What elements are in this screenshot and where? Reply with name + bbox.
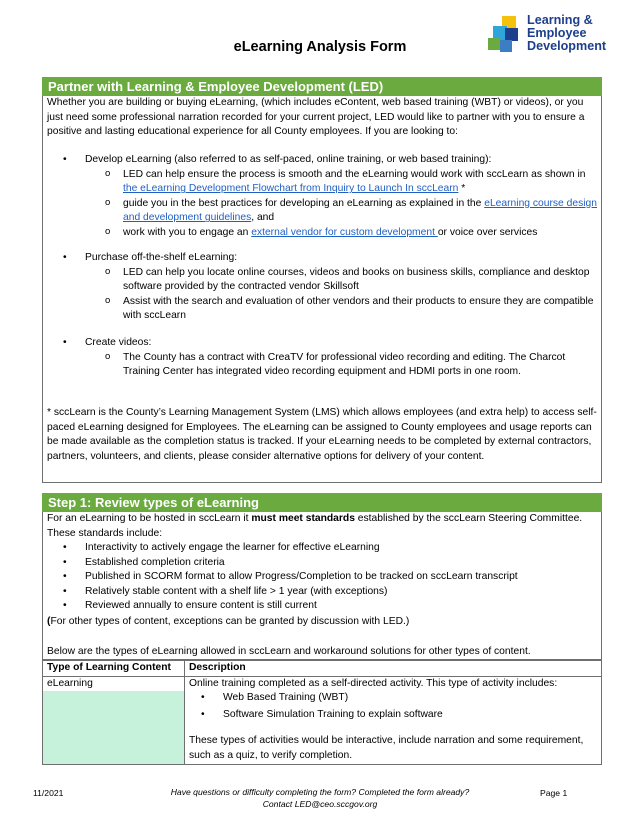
standard-item: • Published in SCORM format to allow Progress/Completion to be tracked on sccLearn transcript: [47, 570, 599, 585]
develop-sub-3: [47, 226, 599, 241]
develop-sub-1-text: LED can help ensure the process is smooth and the eLearning would work with sccLearn as shown in: [123, 168, 586, 180]
develop-sub-2-suffix: , and: [251, 212, 275, 224]
footer-line-1: Have questions or difficulty completing the form? Completed the form already?: [170, 787, 470, 797]
videos-list: [47, 336, 599, 380]
step1-intro-bold: must meet standards: [251, 513, 355, 524]
partner-intro: Whether you are building or buying eLearning, (which includes eContent, web based training (WBT) or videos), or you just need some professional narration recorded for your current project, LED would like to partner with you to ensure a positive and lasting educational experience for all County employees. If you are looking to:: [47, 97, 585, 138]
step1-intro-text: For an eLearning to be hosted in sccLearn it: [47, 513, 252, 524]
step1-section-heading: Step 1: Review types of eLearning: [42, 493, 602, 512]
develop-sub-1-suffix: *: [458, 183, 466, 195]
partner-section-heading: Partner with Learning & Employee Development (LED): [42, 77, 602, 96]
develop-sub-1: [47, 168, 599, 197]
step1-intro: [47, 512, 599, 541]
logo-line-2: Employee: [527, 26, 587, 41]
sccLearn-footnote: * sccLearn is the County’s Learning Management System (LMS) which allows employees (and extra help) to access self-paced eLearning designed for Employees. The eLearning can be assigned to County employees and usage reports can be made available as the completion status is tracked. If your eLearning needs to be completed by external contractors, partners, volunteers, and clients, please consider alternative options for delivery of your content.: [47, 407, 597, 462]
flowchart-link[interactable]: the eLearning Development Flowchart from Inquiry to Launch In sccLearn: [123, 183, 459, 195]
exceptions-note: [47, 615, 599, 630]
develop-sub-3-suffix: or voice over services: [437, 226, 538, 238]
page-title: eLearning Analysis Form: [233, 39, 407, 55]
footer-date: 11/2021: [33, 788, 64, 798]
exceptions-text: For other types of content, exceptions can be granted by discussion with LED.): [50, 616, 410, 627]
table-header-row: [43, 661, 602, 677]
learning-types-table: [42, 660, 602, 765]
logo-text: [527, 14, 606, 54]
footer-line-2: Contact LED@ceo.sccgov.org: [262, 799, 378, 809]
description-item: • Web Based Training (WBT): [185, 691, 597, 706]
footer-page-number: Page 1: [540, 788, 568, 798]
standard-item: • Interactivity to actively engage the learner for effective eLearning: [47, 541, 599, 556]
standard-item: • Established completion criteria: [47, 556, 599, 571]
description-text: Online training completed as a self-directed activity. This type of activity includes:: [189, 677, 558, 689]
logo-line-1: Learning &: [527, 13, 593, 27]
purchase-item: • Purchase off-the-shelf eLearning:: [47, 251, 599, 266]
develop-item: • Develop eLearning (also referred to as self-paced, online training, or web based training):: [47, 153, 599, 168]
logo-squares-icon: [488, 16, 524, 54]
videos-item: • Create videos:: [47, 336, 599, 351]
purchase-sub-2: o Assist with the search and evaluation of other vendors and their products to ensure they are compatible with sccLearn: [47, 295, 599, 324]
standard-item: • Reviewed annually to ensure content is still current: [47, 599, 599, 614]
standard-item: • Relatively stable content with a shelf life > 1 year (with exceptions): [47, 585, 599, 600]
develop-list: [47, 153, 599, 241]
description-note: These types of activities would be interactive, include narration and some requirement, such as a quiz, to verify completion.: [189, 735, 584, 761]
types-intro: Below are the types of eLearning allowed in sccLearn and workaround solutions for other types of content.: [47, 646, 531, 657]
develop-sub-2: [47, 197, 599, 226]
videos-sub-1: o The County has a contract with CreaTV for professional video recording and editing. The Charcot Training Center has integrated video recording equipment and HDMI ports in one room.: [47, 351, 599, 380]
table-header-description: Description: [185, 661, 602, 677]
step1-intro-rest: established by the sccLearn Steering Committee. These standards include:: [47, 513, 583, 539]
external-vendor-link[interactable]: external vendor for custom development: [251, 226, 438, 238]
standards-list: [47, 541, 599, 614]
table-header-type: Type of Learning Content: [43, 661, 185, 677]
purchase-list: [47, 251, 599, 324]
type-cell: [43, 676, 185, 765]
exceptions-paren: (: [47, 616, 51, 627]
description-item: • Software Simulation Training to explain software: [185, 708, 597, 723]
develop-sub-3-text: work with you to engage an: [123, 226, 252, 238]
type-label: eLearning: [47, 677, 93, 689]
develop-sub-2-text: guide you in the best practices for developing an eLearning as explained in the: [123, 197, 485, 209]
type-fill: [43, 691, 184, 764]
purchase-sub-1: o LED can help you locate online courses, videos and books on business skills, compliance and desktop software provided by the contracted vendor Skillsoft: [47, 266, 599, 295]
table-row: [43, 676, 602, 765]
description-cell: [185, 676, 602, 765]
led-logo: [488, 14, 628, 58]
guidelines-link[interactable]: eLearning course design and development guidelines: [123, 197, 597, 224]
logo-line-3: Development: [527, 39, 607, 54]
